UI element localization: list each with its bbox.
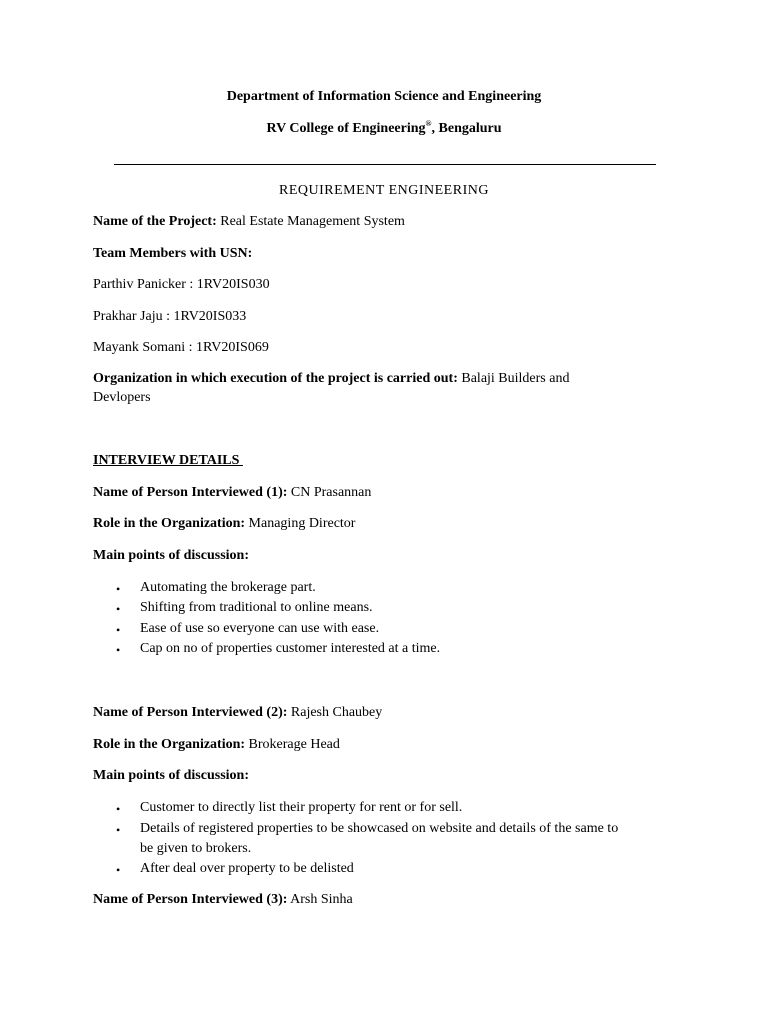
team-label-text: Team Members with USN: bbox=[93, 246, 253, 261]
bullet-icon: • bbox=[116, 582, 121, 596]
discussion-point: Customer to directly list their property for rent or for sell. bbox=[140, 800, 463, 815]
horizontal-rule bbox=[114, 164, 656, 165]
bullet-icon: • bbox=[116, 623, 121, 637]
college-heading bbox=[0, 120, 768, 138]
section-title bbox=[0, 182, 768, 200]
department-text: Department of Information Science and Engineering bbox=[226, 89, 542, 104]
organization-value-continued: Devlopers bbox=[93, 390, 151, 405]
interview-name-value: CN Prasannan bbox=[290, 485, 372, 500]
interview-name-value: Arsh Sinha bbox=[290, 892, 353, 907]
interview-role-value: Managing Director bbox=[248, 516, 356, 531]
team-member: Parthiv Panicker : 1RV20IS030 bbox=[93, 277, 270, 292]
discussion-point: Automating the brokerage part. bbox=[140, 580, 316, 595]
organization-line bbox=[93, 370, 569, 388]
discussion-point: Ease of use so everyone can use with ease. bbox=[140, 621, 380, 636]
bullet-icon: • bbox=[116, 802, 121, 816]
interview-heading-text: INTERVIEW DETAILS bbox=[93, 453, 240, 468]
interview-role-value: Brokerage Head bbox=[248, 737, 340, 752]
registered-mark: ® bbox=[425, 119, 432, 128]
discussion-label: Main points of discussion: bbox=[93, 548, 249, 563]
interview-name-line bbox=[93, 704, 382, 722]
discussion-point: Cap on no of properties customer interested at a time. bbox=[140, 641, 441, 656]
team-label bbox=[93, 245, 252, 263]
team-member: Prakhar Jaju : 1RV20IS033 bbox=[93, 309, 247, 324]
bullet-icon: • bbox=[116, 863, 121, 877]
discussion-point: After deal over property to be delisted bbox=[140, 861, 354, 876]
discussion-point: Details of registered properties to be showcased on website and details of the same to bbox=[140, 821, 619, 836]
bullet-icon: • bbox=[116, 602, 121, 616]
interview-name-label: Name of Person Interviewed (1): bbox=[93, 485, 288, 500]
project-value: Real Estate Management System bbox=[220, 214, 405, 229]
interview-role-label: Role in the Organization: bbox=[93, 737, 246, 752]
project-line bbox=[93, 213, 405, 231]
organization-value: Balaji Builders and bbox=[461, 371, 570, 386]
project-label: Name of the Project: bbox=[93, 214, 217, 229]
interview-name-line bbox=[93, 484, 371, 502]
college-name: RV College of Engineering bbox=[266, 121, 426, 136]
discussion-label: Main points of discussion: bbox=[93, 768, 249, 783]
section-title-text: REQUIREMENT ENGINEERING bbox=[279, 183, 489, 198]
bullet-icon: • bbox=[116, 823, 121, 837]
bullet-icon: • bbox=[116, 643, 121, 657]
discussion-point-continued: be given to brokers. bbox=[140, 841, 252, 856]
organization-label: Organization in which execution of the project is carried out: bbox=[93, 371, 458, 386]
interview-name-value: Rajesh Chaubey bbox=[290, 705, 383, 720]
interview-role-line bbox=[93, 515, 355, 533]
interview-name-line bbox=[93, 891, 353, 909]
interview-role-label: Role in the Organization: bbox=[93, 516, 246, 531]
interview-name-label: Name of Person Interviewed (3): bbox=[93, 892, 288, 907]
interview-role-line bbox=[93, 736, 340, 754]
department-heading bbox=[0, 88, 768, 106]
college-city: , Bengaluru bbox=[431, 121, 502, 136]
interview-name-label: Name of Person Interviewed (2): bbox=[93, 705, 288, 720]
team-member: Mayank Somani : 1RV20IS069 bbox=[93, 340, 269, 355]
interview-details-heading bbox=[93, 452, 243, 470]
discussion-point: Shifting from traditional to online means. bbox=[140, 600, 373, 615]
